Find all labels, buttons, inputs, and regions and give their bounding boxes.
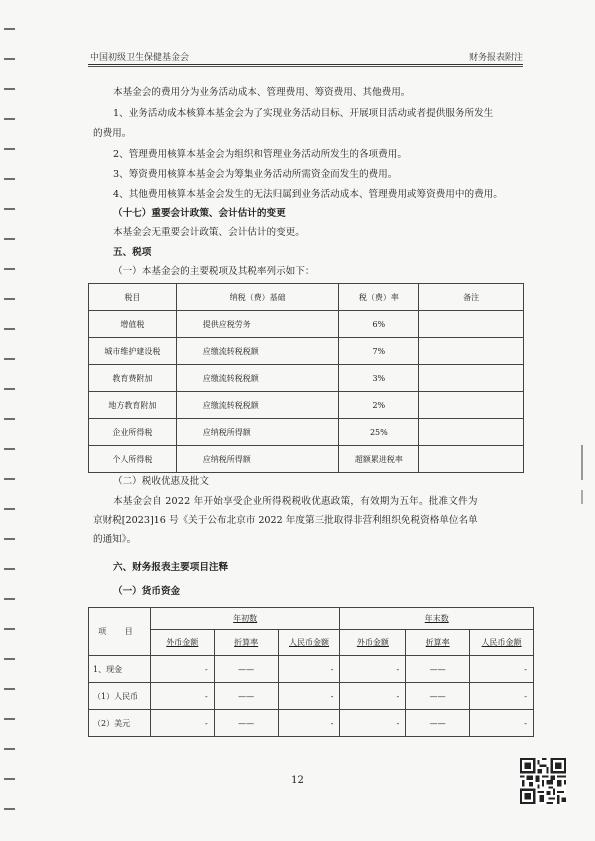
fund-cell: - <box>150 710 214 737</box>
tax-rate: 6% <box>339 311 419 338</box>
qr-code-icon <box>520 758 566 804</box>
tax-rate: 25% <box>339 419 419 446</box>
tax-basis: 应缴流转税税额 <box>176 365 339 392</box>
tax-preference-line-3: 的通知》。 <box>93 534 137 545</box>
fund-item: （2）美元 <box>89 710 151 737</box>
fund-subheader-exchange-rate: 折算率 <box>214 630 278 656</box>
tax-rate: 2% <box>339 392 419 419</box>
header-section-name: 财务报表附注 <box>468 53 523 63</box>
fund-cell: —— <box>214 683 278 710</box>
fund-cell: - <box>150 683 214 710</box>
section-17-title: （十七）重要会计政策、会计估计的变更 <box>113 208 286 219</box>
tax-item: 增值税 <box>89 311 177 338</box>
fund-cell: —— <box>406 710 470 737</box>
tax-intro: （一）本基金会的主要税项及其税率列示如下： <box>113 266 315 277</box>
fund-cell: - <box>278 656 340 683</box>
table-row <box>89 710 534 737</box>
expense-intro: 本基金会的费用分为业务活动成本、管理费用、筹资费用、其他费用。 <box>113 87 411 98</box>
tax-note <box>419 338 524 365</box>
table-row <box>89 683 534 710</box>
tax-header-rate: 税（费）率 <box>339 284 419 311</box>
tax-preference-line-2: 京财税[2023]16 号《关于公布北京市 2022 年度第三批取得非营利组织免税资格单位名单 <box>93 515 478 526</box>
expense-item-2: 2、管理费用核算本基金会为组织和管理业务活动所发生的各项费用。 <box>113 149 407 160</box>
tax-preference-title: （二）税收优惠及批文 <box>113 476 209 487</box>
tax-rate: 超额累进税率 <box>339 446 419 473</box>
tax-basis: 应纳税所得额 <box>176 419 339 446</box>
header-org-name: 中国初级卫生保健基金会 <box>90 53 190 63</box>
fund-subheader-rmb-amount: 人民币金额 <box>470 630 534 656</box>
tax-item: 地方教育附加 <box>89 392 177 419</box>
tax-table <box>88 283 524 473</box>
table-row <box>89 419 524 446</box>
fund-header-year-start: 年初数 <box>150 608 340 630</box>
section-17-body: 本基金会无重要会计政策、会计估计的变更。 <box>113 227 305 238</box>
tax-basis: 提供应税劳务 <box>176 311 339 338</box>
tax-note <box>419 419 524 446</box>
table-row <box>89 338 524 365</box>
tax-basis: 应纳税所得额 <box>176 446 339 473</box>
fund-cell: - <box>340 710 406 737</box>
fund-header-year-end: 年末数 <box>340 608 534 630</box>
tax-basis: 应缴流转税税额 <box>176 392 339 419</box>
section-5-title: 五、税项 <box>113 247 152 258</box>
fund-subheader-foreign-amount: 外币金额 <box>340 630 406 656</box>
fund-subheader-rmb-amount: 人民币金额 <box>278 630 340 656</box>
tax-header-item: 税目 <box>89 284 177 311</box>
tax-item: 企业所得税 <box>89 419 177 446</box>
header-rule <box>88 66 523 67</box>
expense-item-4: 4、其他费用核算本基金会发生的无法归属到业务活动成本、管理费用或筹资费用中的费用。 <box>113 189 503 200</box>
fund-cell: —— <box>406 683 470 710</box>
fund-header-item: 项 目 <box>89 608 151 656</box>
fund-cell: - <box>150 656 214 683</box>
table-row <box>89 392 524 419</box>
tax-basis: 应缴流转税税额 <box>176 338 339 365</box>
section-6-title: 六、财务报表主要项目注释 <box>113 562 229 573</box>
section-6-subtitle: （一）货币资金 <box>113 586 181 597</box>
fund-cell: - <box>340 656 406 683</box>
page-header <box>88 48 523 65</box>
edge-stamp-mark <box>581 445 583 480</box>
tax-preference-line-1: 本基金会自 2022 年开始享受企业所得税税收优惠政策，有效期为五年。批准文件为 <box>113 496 478 507</box>
fund-item: 1、现金 <box>89 656 151 683</box>
tax-note <box>419 311 524 338</box>
tax-item: 教育费附加 <box>89 365 177 392</box>
tax-rate: 7% <box>339 338 419 365</box>
fund-cell: —— <box>406 656 470 683</box>
table-row <box>89 446 524 473</box>
fund-cell: - <box>470 683 534 710</box>
expense-item-3: 3、筹资费用核算本基金会为筹集业务活动所需资金而发生的费用。 <box>113 169 398 180</box>
cash-funds-table <box>88 607 534 737</box>
fund-table-group-header-row <box>89 608 534 630</box>
table-row <box>89 365 524 392</box>
fund-cell: - <box>470 656 534 683</box>
table-row <box>89 656 534 683</box>
expense-item-1-cont: 的费用。 <box>93 128 132 139</box>
fund-cell: - <box>278 683 340 710</box>
table-row <box>89 311 524 338</box>
tax-note <box>419 365 524 392</box>
fund-cell: —— <box>214 656 278 683</box>
expense-item-1: 1、业务活动成本核算本基金会为了实现业务活动目标、开展项目活动或者提供服务所发生 <box>113 108 494 119</box>
page-number: 12 <box>291 775 304 786</box>
tax-header-basis: 纳税（费）基础 <box>176 284 339 311</box>
edge-stamp-mark <box>581 490 583 504</box>
fund-subheader-exchange-rate: 折算率 <box>406 630 470 656</box>
fund-subheader-foreign-amount: 外币金额 <box>150 630 214 656</box>
tax-item: 个人所得税 <box>89 446 177 473</box>
tax-note <box>419 446 524 473</box>
tax-table-header-row <box>89 284 524 311</box>
fund-item: （1）人民币 <box>89 683 151 710</box>
tax-note <box>419 392 524 419</box>
fund-cell: - <box>278 710 340 737</box>
tax-rate: 3% <box>339 365 419 392</box>
tax-item: 城市维护建设税 <box>89 338 177 365</box>
fund-cell: - <box>470 710 534 737</box>
fund-cell: - <box>340 683 406 710</box>
tax-header-note: 备注 <box>419 284 524 311</box>
fund-table-sub-header-row <box>89 630 534 656</box>
fund-cell: —— <box>214 710 278 737</box>
